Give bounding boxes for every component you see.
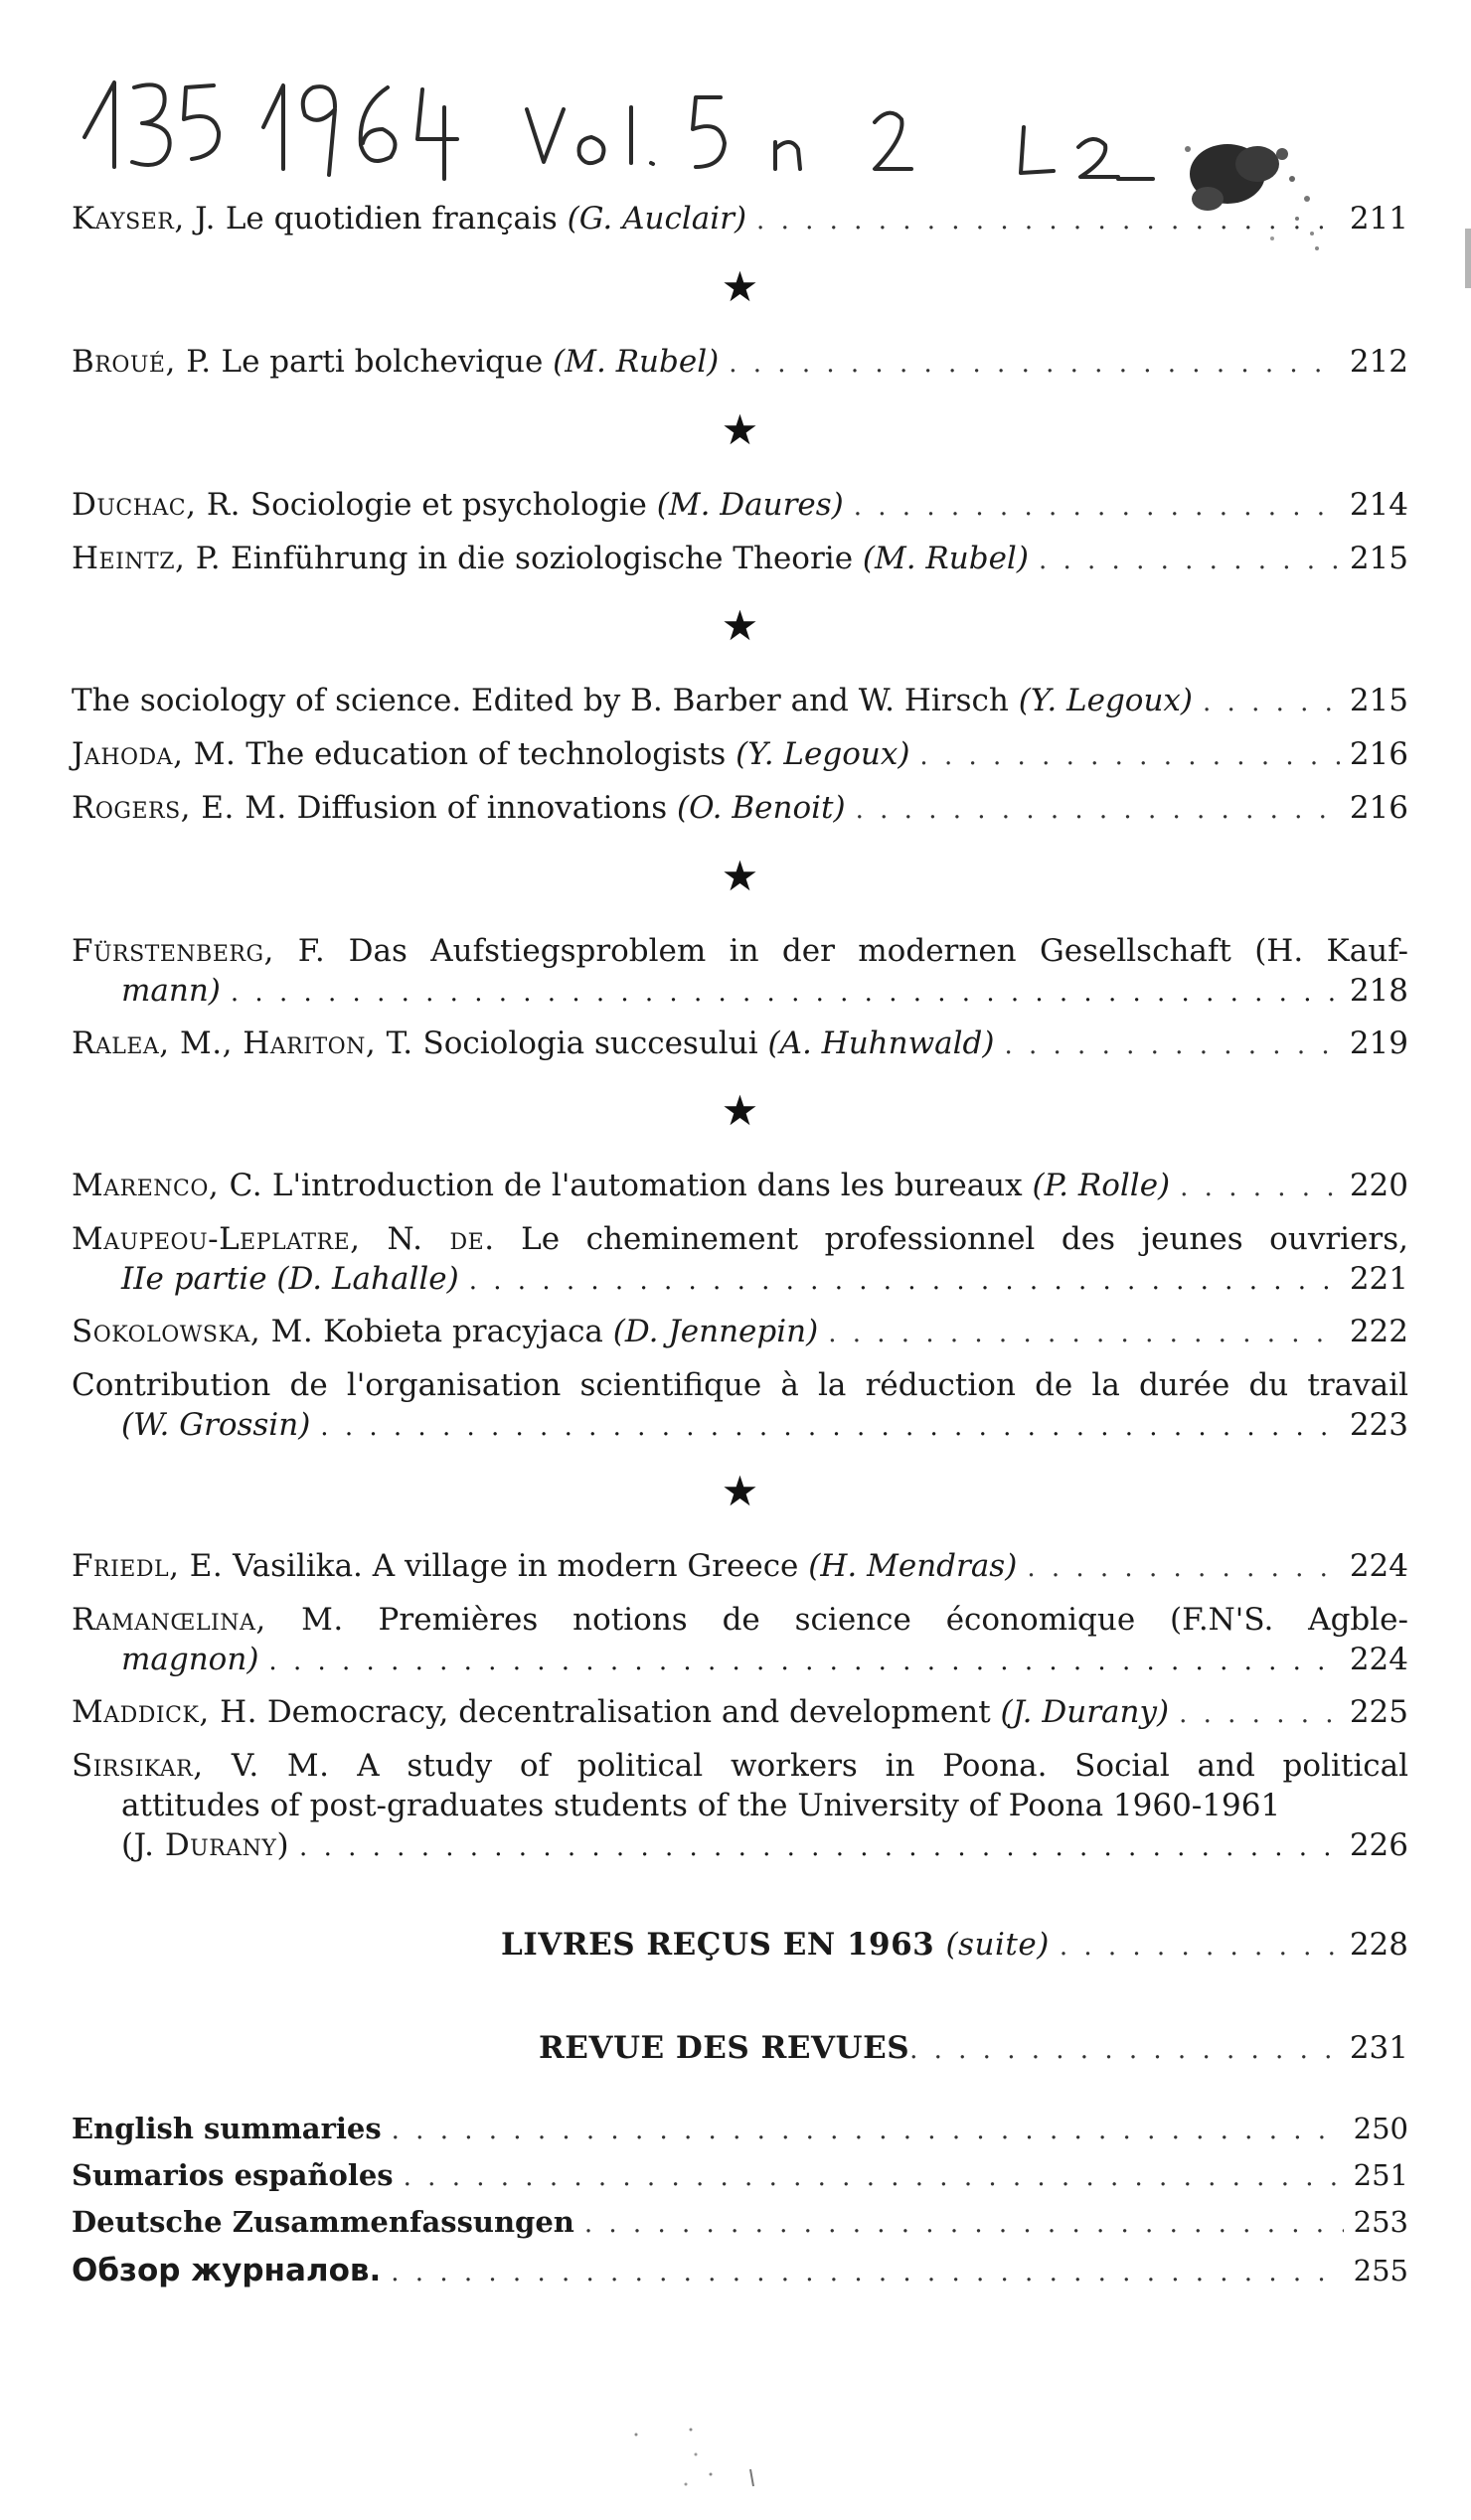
entry-author: Broué, P.	[72, 343, 212, 380]
handwritten-catalog-note	[75, 68, 1168, 187]
page-number: 255	[1353, 2253, 1408, 2287]
entry-author: Ralea, M., Hariton, T.	[72, 1024, 413, 1061]
entry-title: Democracy, decentralisation and development	[256, 1693, 1001, 1730]
toc-entry-broue	[72, 342, 1408, 384]
toc-entry-kayser	[72, 199, 1408, 240]
entry-reviewer: (D. Jennepin)	[612, 1313, 819, 1349]
entry-title: Sociologia succesului	[412, 1024, 768, 1061]
entry-title-line2: magnon)	[121, 1642, 259, 1678]
toc-entry-duchac	[72, 485, 1408, 527]
page-number: 212	[1349, 343, 1408, 380]
toc-entry-furstenberg	[72, 931, 1408, 1012]
page-number: 215	[1349, 683, 1408, 719]
dot-leader	[1004, 1028, 1339, 1063]
entry-reviewer: (Y. Legoux)	[736, 736, 910, 773]
entry-reviewer: (M. Daures)	[656, 486, 844, 523]
page-number: 223	[1349, 1406, 1408, 1443]
entry-author: Maupeou-Leplatre, N. de.	[72, 1221, 495, 1258]
entry-reviewer: (J. Durany)	[1000, 1693, 1170, 1730]
entry-author: Maddick, H.	[72, 1693, 257, 1730]
section-title: LIVRES REÇUS EN 1963	[501, 1927, 946, 1964]
dot-leader	[268, 1646, 1339, 1679]
toc-entry-contribution-organisation	[72, 1365, 1408, 1446]
dot-leader	[584, 2207, 1344, 2242]
dot-leader	[1179, 1697, 1340, 1732]
dot-leader	[854, 490, 1340, 525]
toc-entry-maddick	[72, 1692, 1408, 1734]
toc-entry-friedl	[72, 1546, 1408, 1588]
page-number: 219	[1349, 1024, 1408, 1061]
dot-leader	[1039, 544, 1340, 578]
toc-entry-sirsikar	[72, 1746, 1408, 1866]
toc-entry-rogers	[72, 788, 1408, 830]
star-separator-icon: ★	[721, 404, 759, 454]
page-number: 218	[1349, 973, 1408, 1010]
page-number: 228	[1349, 1927, 1408, 1964]
toc-entry-ralea	[72, 1024, 1408, 1065]
entry-title-line2: (W. Grossin)	[121, 1406, 311, 1443]
dot-leader	[1027, 1551, 1340, 1586]
entry-title-line1: A study of political workers in Poona. Social and political	[329, 1747, 1409, 1784]
entry-author: Duchac, R.	[72, 486, 242, 523]
dot-leader	[391, 2256, 1343, 2290]
dot-leader	[469, 1265, 1340, 1299]
entry-author: Sirsikar, V. M.	[72, 1747, 330, 1784]
page-number: 221	[1349, 1261, 1408, 1298]
star-separator-icon: ★	[721, 261, 759, 311]
entry-title-line1: Das Aufstiegsproblem in der modernen Gesellschaft (H. Kauf-	[325, 932, 1408, 969]
entry-title-line1: Premières notions de science économique (F.N'S. Agble-	[343, 1602, 1408, 1639]
entry-author: Fürstenberg, F.	[72, 932, 326, 969]
toc-entry-marenco	[72, 1166, 1408, 1207]
section-suffix: (suite)	[945, 1927, 1050, 1964]
page-number: 225	[1349, 1693, 1408, 1730]
section-revue-des-revues	[72, 2028, 1408, 2070]
section-title: REVUE DES REVUES	[539, 2030, 910, 2067]
dot-leader	[756, 204, 1340, 238]
table-of-contents	[72, 199, 1408, 2299]
entry-title: The education of technologists	[236, 736, 736, 773]
page-number: 224	[1349, 1642, 1408, 1678]
entry-title: Le parti bolchevique	[211, 343, 554, 380]
dot-leader	[729, 347, 1340, 382]
toc-entry-sociology-of-science	[72, 681, 1408, 722]
dot-leader	[299, 1831, 1340, 1865]
entry-title: L'introduction de l'automation dans les bureaux	[262, 1168, 1033, 1204]
star-separator-icon: ★	[721, 851, 759, 900]
paper-specks	[616, 2415, 855, 2494]
entry-title-line1: Le cheminement professionnel des jeunes ouvriers,	[494, 1221, 1408, 1258]
page-number: 224	[1349, 1548, 1408, 1585]
entry-title: Einführung in die soziologische Theorie	[221, 540, 863, 576]
entry-title-line2: (J. Durany)	[121, 1827, 290, 1864]
entry-title: Sociologie et psychologie	[241, 486, 657, 523]
star-separator-icon: ★	[721, 1086, 759, 1136]
summary-german: Deutsche Zusammenfassungen . . . 253	[72, 2203, 1408, 2242]
entry-author: Heintz, P.	[72, 540, 222, 576]
entry-reviewer: (G. Auclair)	[567, 201, 747, 236]
entry-reviewer: (Y. Legoux)	[1018, 683, 1194, 719]
toc-entry-jahoda	[72, 734, 1408, 776]
page-number: 253	[1353, 2205, 1408, 2240]
entry-author: Jahoda, M.	[72, 736, 237, 773]
entry-author: Sokolowska, M.	[72, 1313, 314, 1349]
entry-reviewer: (A. Huhnwald)	[767, 1024, 995, 1061]
toc-entry-maupeou-leplatre	[72, 1219, 1408, 1300]
toc-entry-heintz	[72, 539, 1408, 580]
dot-leader	[919, 739, 1339, 774]
entry-title: Le quotidien français	[215, 201, 568, 236]
dot-leader	[1203, 686, 1340, 720]
entry-author: Kayser, J.	[72, 201, 216, 236]
toc-entry-sokolowska	[72, 1312, 1408, 1353]
entry-title-line2: mann)	[121, 973, 221, 1010]
page-number: 226	[1349, 1827, 1408, 1864]
entry-title: The sociology of science. Edited by B. Barber and W. Hirsch	[72, 683, 1019, 719]
page-edge-mark	[1465, 229, 1471, 288]
page-number: 220	[1349, 1168, 1408, 1204]
entry-title-line2: IIe partie (D. Lahalle)	[121, 1261, 459, 1298]
page-number: 214	[1349, 486, 1408, 523]
entry-reviewer: (P. Rolle)	[1032, 1168, 1171, 1204]
entry-author: Friedl, E.	[72, 1548, 224, 1585]
dot-leader	[828, 1317, 1340, 1351]
dot-leader	[909, 2033, 1340, 2068]
entry-reviewer: (M. Rubel)	[553, 343, 720, 380]
summary-spanish: Sumarios españoles . . . 251	[72, 2156, 1408, 2195]
entry-title-line1: Contribution de l'organisation scientifique à la réduction de la durée du travail	[72, 1366, 1408, 1403]
entry-title: Diffusion of innovations	[286, 790, 677, 827]
page-number: 216	[1349, 736, 1408, 773]
page-number: 250	[1353, 2112, 1408, 2146]
entry-title-line-mid: attitudes of post-graduates students of the University of Poona 1960-1961	[121, 1787, 1281, 1823]
summary-russian: Обзор журналов. . . . 255	[72, 2251, 1408, 2292]
star-separator-icon: ★	[721, 601, 759, 651]
dot-leader	[392, 2114, 1344, 2148]
dot-leader	[1060, 1930, 1340, 1965]
page-number: 251	[1353, 2158, 1408, 2193]
dot-leader	[320, 1411, 1340, 1445]
star-separator-icon: ★	[721, 1467, 759, 1516]
entry-author: Marenco, C.	[72, 1168, 263, 1204]
section-livres-recus	[72, 1925, 1408, 1967]
entry-reviewer: (O. Benoit)	[676, 790, 846, 827]
entry-reviewer: (M. Rubel)	[862, 540, 1029, 576]
entry-title: Kobieta pracyjaca	[313, 1313, 613, 1349]
page-number: 231	[1349, 2030, 1408, 2067]
entry-title: Vasilika. A village in modern Greece	[223, 1548, 809, 1585]
toc-entry-ramanoelina	[72, 1600, 1408, 1680]
dot-leader	[404, 2160, 1344, 2195]
page-number: 215	[1349, 540, 1408, 576]
entry-author: Ramanœlina, M.	[72, 1602, 344, 1639]
summaries-list	[72, 2110, 1408, 2291]
entry-reviewer: (H. Mendras)	[808, 1548, 1018, 1585]
dot-leader	[856, 793, 1340, 828]
entry-author: Rogers, E. M.	[72, 790, 287, 827]
dot-leader	[1180, 1171, 1340, 1205]
page-number: 222	[1349, 1313, 1408, 1349]
dot-leader	[231, 977, 1340, 1011]
page-number: 216	[1349, 790, 1408, 827]
summary-english: English summaries . . . 250	[72, 2110, 1408, 2148]
page-number: 211	[1349, 201, 1408, 236]
